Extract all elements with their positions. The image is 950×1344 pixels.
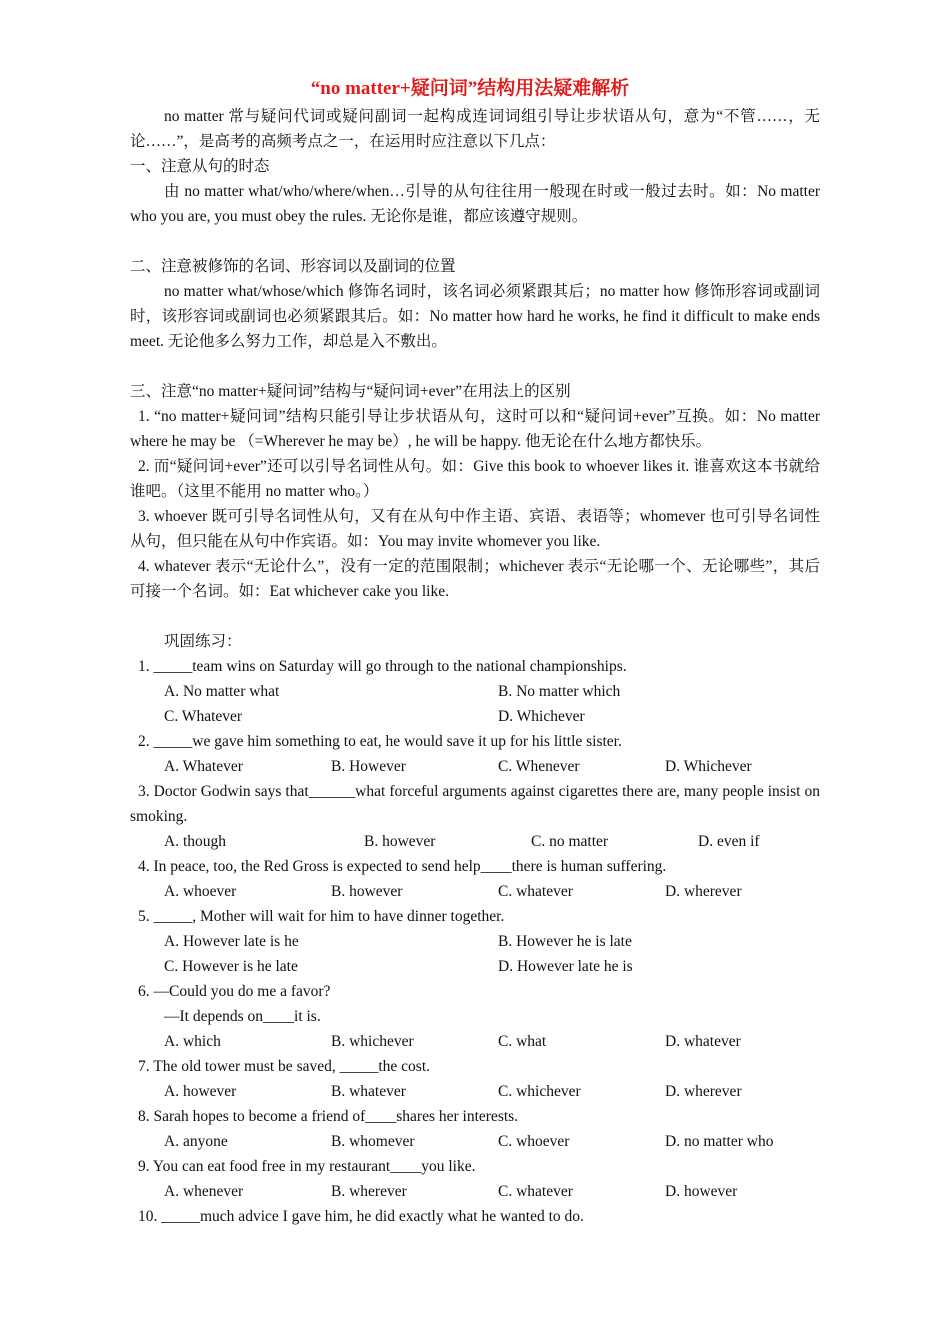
question-stem: 10. _____much advice I gave him, he did exactly what he wanted to do. [138, 1208, 584, 1225]
options-row [130, 879, 820, 904]
option: B. however [364, 833, 436, 850]
option: D. even if [698, 833, 760, 850]
option: B. whomever [331, 1133, 415, 1150]
option: A. though [164, 833, 226, 850]
options-row [130, 829, 820, 854]
option: A. whoever [164, 883, 237, 900]
section-3-point-1: 1. “no matter+疑问词”结构只能引导让步状语从句，这时可以和“疑问词+ever”互换。如：No matter where he may be （=Wherever he may be）, he will be happy. 他无论在什么地方都快乐。 [130, 408, 820, 450]
question-stem: 6. —Could you do me a favor? [138, 983, 331, 1000]
option: B. whichever [331, 1033, 414, 1050]
option: C. no matter [531, 833, 609, 850]
question-stem: 4. In peace, too, the Red Gross is expected to send help____there is human suffering. [138, 858, 667, 875]
option: D. Whichever [498, 708, 585, 725]
practice-title: 巩固练习： [164, 633, 242, 650]
option: A. Whatever [164, 758, 243, 775]
option: A. however [164, 1083, 237, 1100]
spacer [130, 604, 820, 629]
question-stem-reply: —It depends on____it is. [164, 1008, 321, 1025]
options-row [130, 704, 820, 729]
options-row [130, 754, 820, 779]
option: D. however [665, 1183, 738, 1200]
options-row [130, 1029, 820, 1054]
option: B. whatever [331, 1083, 406, 1100]
section-1-body: 由 no matter what/who/where/when…引导的从句往往用一般现在时或一般过去时。如：No matter who you are, you must obey the rules. 无论你是谁，都应该遵守规则。 [130, 183, 820, 225]
option: C. what [498, 1033, 547, 1050]
spacer [130, 229, 820, 254]
options-row [130, 679, 820, 704]
options-row [130, 954, 820, 979]
option: A. which [164, 1033, 221, 1050]
intro-paragraph: no matter 常与疑问代词或疑问副词一起构成连词词组引导让步状语从句，意为“不管……，无论……”，是高考的高频考点之一，在运用时应注意以下几点： [130, 108, 820, 150]
option: A. whenever [164, 1183, 244, 1200]
option: C. Whatever [164, 708, 243, 725]
options-row [130, 929, 820, 954]
question-stem: 3. Doctor Godwin says that______what forceful arguments against cigarettes there are, many people insist on smoking. [130, 783, 820, 825]
option: C. whatever [498, 1183, 573, 1200]
section-2-body: no matter what/whose/which 修饰名词时，该名词必须紧跟其后；no matter how 修饰形容词或副词时，该形容词或副词也必须紧跟其后。如：No matter how hard he works, he find it difficult to make ends meet. 无论他多么努力工作，却总是入不敷出。 [130, 283, 820, 350]
option: D. However late he is [498, 958, 633, 975]
option: B. wherever [331, 1183, 407, 1200]
question-stem: 8. Sarah hopes to become a friend of____shares her interests. [138, 1108, 519, 1125]
option: B. However [331, 758, 406, 775]
option: C. whoever [498, 1133, 570, 1150]
option: C. whatever [498, 883, 573, 900]
section-1-heading: 一、注意从句的时态 [130, 158, 270, 175]
document-page [130, 74, 820, 1229]
option: D. wherever [665, 883, 742, 900]
section-3-point-4: 4. whatever 表示“无论什么”，没有一定的范围限制；whichever 表示“无论哪一个、无论哪些”，其后可接一个名词。如：Eat whichever cake you like. [130, 558, 820, 600]
option: C. Whenever [498, 758, 580, 775]
option: D. no matter who [665, 1133, 774, 1150]
option: A. No matter what [164, 683, 280, 700]
section-3-point-2: 2. 而“疑问词+ever”还可以引导名词性从句。如：Give this book to whoever likes it. 谁喜欢这本书就给谁吧。（这里不能用 no matter who。） [130, 458, 820, 500]
options-row [130, 1179, 820, 1204]
spacer [130, 354, 820, 379]
option: B. However he is late [498, 933, 632, 950]
section-3-heading: 三、注意“no matter+疑问词”结构与“疑问词+ever”在用法上的区别 [130, 383, 571, 400]
option: A. However late is he [164, 933, 299, 950]
question-stem: 2. _____we gave him something to eat, he would save it up for his little sister. [138, 733, 622, 750]
option: C. However is he late [164, 958, 298, 975]
options-row [130, 1079, 820, 1104]
option: D. wherever [665, 1083, 742, 1100]
options-row [130, 1129, 820, 1154]
section-2-heading: 二、注意被修饰的名词、形容词以及副词的位置 [130, 258, 456, 275]
question-stem: 7. The old tower must be saved, _____the cost. [138, 1058, 431, 1075]
document-title: “no matter+疑问词”结构用法疑难解析 [310, 78, 630, 99]
option: C. whichever [498, 1083, 581, 1100]
section-3-point-3: 3. whoever 既可引导名词性从句，又有在从句中作主语、宾语、表语等；whomever 也可引导名词性从句，但只能在从句中作宾语。如：You may invite whomever you like. [130, 508, 820, 550]
question-stem: 1. _____team wins on Saturday will go through to the national championships. [138, 658, 627, 675]
option: B. No matter which [498, 683, 621, 700]
option: D. Whichever [665, 758, 752, 775]
option: D. whatever [665, 1033, 741, 1050]
question-stem: 5. _____, Mother will wait for him to have dinner together. [138, 908, 505, 925]
option: B. however [331, 883, 403, 900]
option: A. anyone [164, 1133, 228, 1150]
question-stem: 9. You can eat food free in my restaurant____you like. [138, 1158, 476, 1175]
